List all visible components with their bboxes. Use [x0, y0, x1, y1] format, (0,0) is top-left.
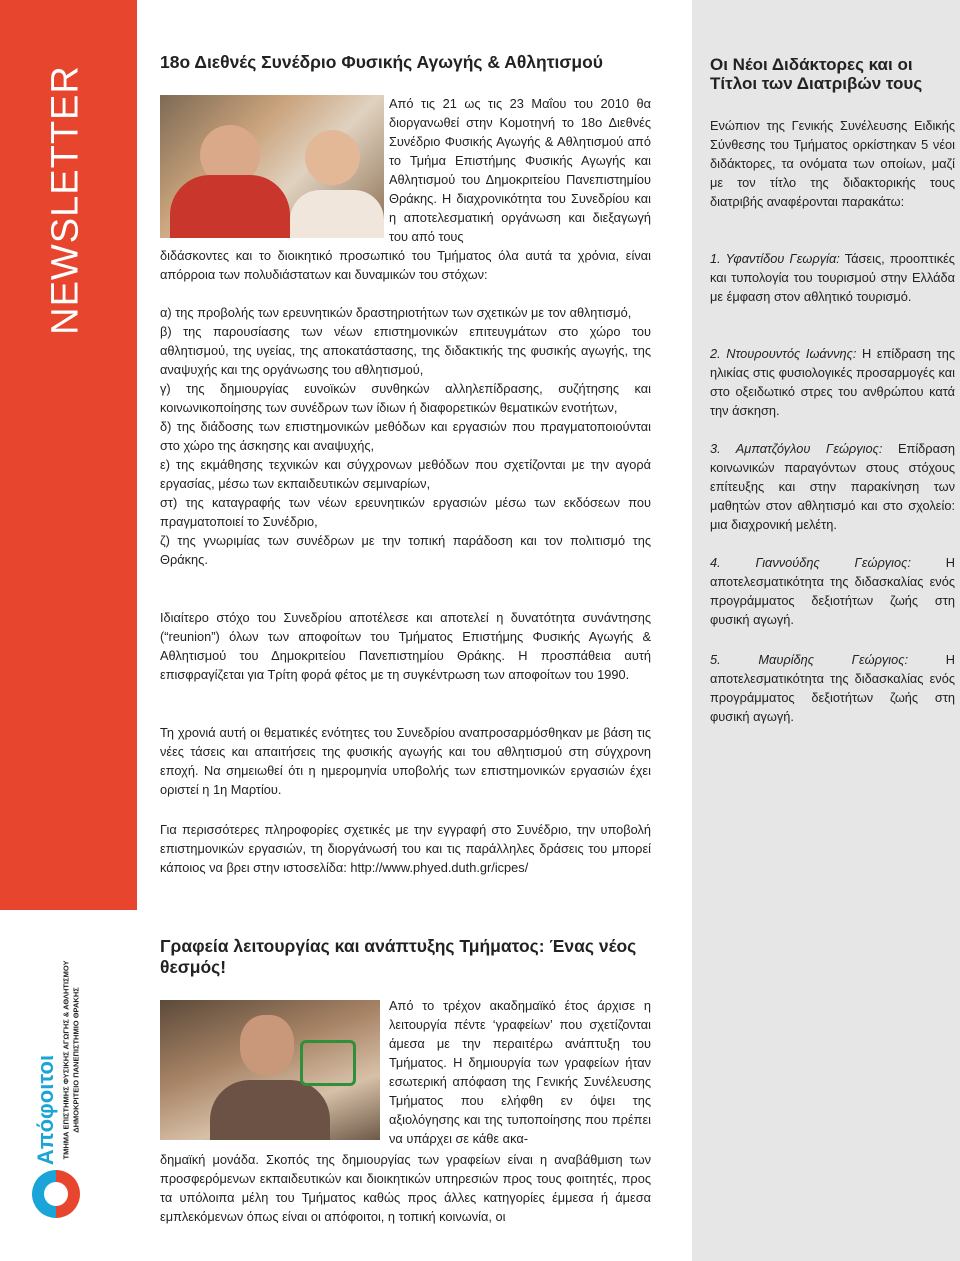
- brand-subtitle-2: ΔΗΜΟΚΡΙΤΕΙΟ ΠΑΝΕΠΙΣΤΗΜΙΟ ΘΡΑΚΗΣ: [71, 987, 81, 1133]
- offices-paragraph-continued: δημαϊκή μονάδα. Σκοπός της δημιουργίας των γραφείων είναι η αναβάθμιση των προσφερόμενων εκπαιδευτικών και διοικητικών υπηρεσιών προς τους φοιτητές, προς τα υπόλοιπα μέλη του Τμήματος καθώς προς άλλες κατηγορίες έμμεσα ή άμεσα εμπλεκόμενων όπως είναι οι απόφοιτοι, η τοπική κοινωνία, οι: [160, 1152, 651, 1224]
- sidebar-intro: Ενώπιον της Γενικής Συνέλευσης Ειδικής Σύνθεσης του Τμήματος ορκίστηκαν 5 νέοι διδάκτορες, τα ονόματα των οποίων, μαζί με τον τίτλο της διδακτορικής τους διατριβής αναφέρονται παρακάτω:: [710, 118, 955, 209]
- article-intro-continued: διδάσκοντες και το διοικητικό προσωπικό του Τμήματος όλα αυτά τα χρόνια, είναι απόρροια των πολυδιάστατων και δυναμικών του στόχων:: [160, 248, 651, 282]
- reunion-paragraph: Ιδιαίτερο στόχο του Συνεδρίου αποτέλεσε και αποτελεί η δυνατότητα συνάντησης (“reunion”) όλων των αποφοίτων του Τμήματος Επιστήμης Φυσικής Αγωγής & Αθλητισμού του Δημοκριτείου Πανεπιστημίου Θράκης. Η προσπάθεια αυτή επισφραγίζεται για Τρίτη φορά φέτος με τη συγκέντρωση των αποφοίτων του 1990.: [160, 610, 651, 682]
- doctor-name: 4. Γιαννούδης Γεώργιος:: [710, 555, 911, 570]
- list-item: δ) της διάδοσης των επιστημονικών μεθόδων και εργασιών που πραγματοποιούνται στο χώρο της άσκησης και αναψυχής,: [160, 419, 651, 453]
- doctor-item: [710, 439, 955, 534]
- list-item: στ) της καταγραφής των νέων ερευνητικών εργασιών μέσω των εκδόσεων που πραγματοποιεί το Συνέδριο,: [160, 495, 651, 529]
- list-item: ε) της εκμάθησης τεχνικών και σύγχρονων μεθόδων που σχετίζονται με την αγορά εργασίας, μέσω των εκπαιδευτικών σεμιναρίων,: [160, 457, 651, 491]
- list-item: γ) της δημιουργίας ευνοϊκών συνθηκών αλληλεπίδρασης, συζήτησης και κοινωνικοποίησης των συνέδρων των ίδιων ή διαφορετικών θεματικών ενοτήτων,: [160, 381, 651, 415]
- article-title: 18ο Διεθνές Συνέδριο Φυσικής Αγωγής & Αθλητισμού: [160, 52, 603, 72]
- sidebar-title: Οι Νέοι Διδάκτορες και οι Τίτλοι των Διατριβών τους: [710, 55, 923, 93]
- brand-subtitle-1: ΤΜΗΜΑ ΕΠΙΣΤΗΜΗΣ ΦΥΣΙΚΗΣ ΑΓΩΓΗΣ & ΑΘΛΗΤΙΣΜΟΥ: [61, 960, 71, 1160]
- thesis-title: Η αποτελεσματικότητα της διδασκαλίας ενός προγράμματος δεξιοτήτων ζωής στη φυσική αγωγή.: [710, 555, 955, 627]
- students-photo: [160, 95, 384, 238]
- list-item: β) της παρουσίασης των νέων επιστημονικών επιτευγμάτων στο χώρο του αθλητισμού, της υγείας, της αποκατάστασης, της διδακτικής της φυσικής αγωγής, της αναψυχής και της οργάνωσης του αθλητισμού,: [160, 324, 651, 377]
- left-accent-bar: [0, 0, 137, 910]
- thesis-title: Τάσεις, προοπτικές και τυπολογία του τουρισμού στην Ελλάδα με έμφαση στον αθλητικό τουρισμό.: [710, 251, 955, 304]
- student-molecule-photo: [160, 1000, 380, 1140]
- section-title: Γραφεία λειτουργίας και ανάπτυξης Τμήματος: Ένας νέος θεσμός!: [160, 936, 637, 977]
- brand-name: Απόφοιτοι: [33, 1054, 58, 1166]
- doctor-name: 3. Αμπατζόγλου Γεώργιος:: [710, 441, 883, 456]
- doctor-item: [710, 553, 955, 629]
- doctor-item: [710, 650, 955, 726]
- offices-paragraph: Από το τρέχον ακαδημαϊκό έτος άρχισε η λειτουργία πέντε ‘γραφείων’ που σχετίζονται άμεσα με την περαιτέρω ανάπτυξη του Τμήματος. Η δημιουργία των γραφείων ήταν εσωτερική απόφαση της Γενικής Συνέλευσης Τμήματος που ελήφθη εν όψει της αξιολόγησης και της τυποποίησης που πρέπει να υπάρχει σε κάθε ακα-: [389, 998, 651, 1146]
- alumni-logo-icon: [32, 1170, 80, 1218]
- thesis-title: Η επίδραση της ηλικίας στις φυσιολογικές προσαρμογές και στο οξειδωτικό στρες του ανθρώπου κατά την άσκηση.: [710, 346, 955, 418]
- goals-list: [160, 303, 651, 569]
- thesis-title: Η αποτελεσματικότητα της διδασκαλίας ενός προγράμματος δεξιοτήτων ζωής στη φυσική αγωγή.: [710, 652, 955, 724]
- list-item: ζ) της γνωριμίας των συνέδρων με την τοπική παράδοση και τον πολιτισμό της Θράκης.: [160, 533, 651, 567]
- doctor-item: [710, 249, 955, 306]
- more-info-paragraph: Για περισσότερες πληροφορίες σχετικές με την εγγραφή στο Συνέδριο, την υποβολή επιστημονικών εργασιών, τη διοργάνωσή του και τις παράλληλες δράσεις του μπορεί κάποιος να βρει στην ιστοσελίδα: http://www.phyed.duth.gr/icpes/: [160, 822, 651, 875]
- article-intro: Από τις 21 ως τις 23 Μαΐου του 2010 θα διοργανωθεί στην Κομοτηνή το 18ο Διεθνές Συνέδριο Φυσικής Αγωγής & Αθλητισμού από το Τμήμα Επιστήμης Φυσικής Αγωγής και Αθλητισμού του Δημοκριτείου Πανεπιστημίου Θράκης. Η διαχρονικότητα του Συνεδρίου και η αποτελεσματική οργάνωση και διεξαγωγή του από τους: [389, 96, 651, 244]
- newsletter-label: NEWSLETTER: [44, 65, 87, 335]
- topics-paragraph: Τη χρονιά αυτή οι θεματικές ενότητες του Συνεδρίου αναπροσαρμόσθηκαν με βάση τις νέες τάσεις και απαιτήσεις της φυσικής αγωγής και του αθλητισμού στη σύγχρονη εποχή. Να σημειωθεί ότι η ημερομηνία υποβολής των επιστημονικών εργασιών έχει οριστεί η 1η Μαρτίου.: [160, 725, 651, 797]
- doctor-name: 5. Μαυρίδης Γεώργιος:: [710, 652, 909, 667]
- doctor-name: 1. Υφαντίδου Γεωργία:: [710, 251, 840, 266]
- list-item: α) της προβολής των ερευνητικών δραστηριοτήτων των σχετικών με τον αθλητισμό,: [160, 305, 632, 320]
- thesis-title: Επίδραση κοινωνικών παραγόντων στους στόχους επίτευξης και στην παρακίνηση των μαθητών στον αθλητισμό και στο σχολείο: μια διαχρονική μελέτη.: [710, 441, 955, 532]
- doctor-name: 2. Ντουρουντός Ιωάννης:: [710, 346, 857, 361]
- doctor-item: [710, 344, 955, 420]
